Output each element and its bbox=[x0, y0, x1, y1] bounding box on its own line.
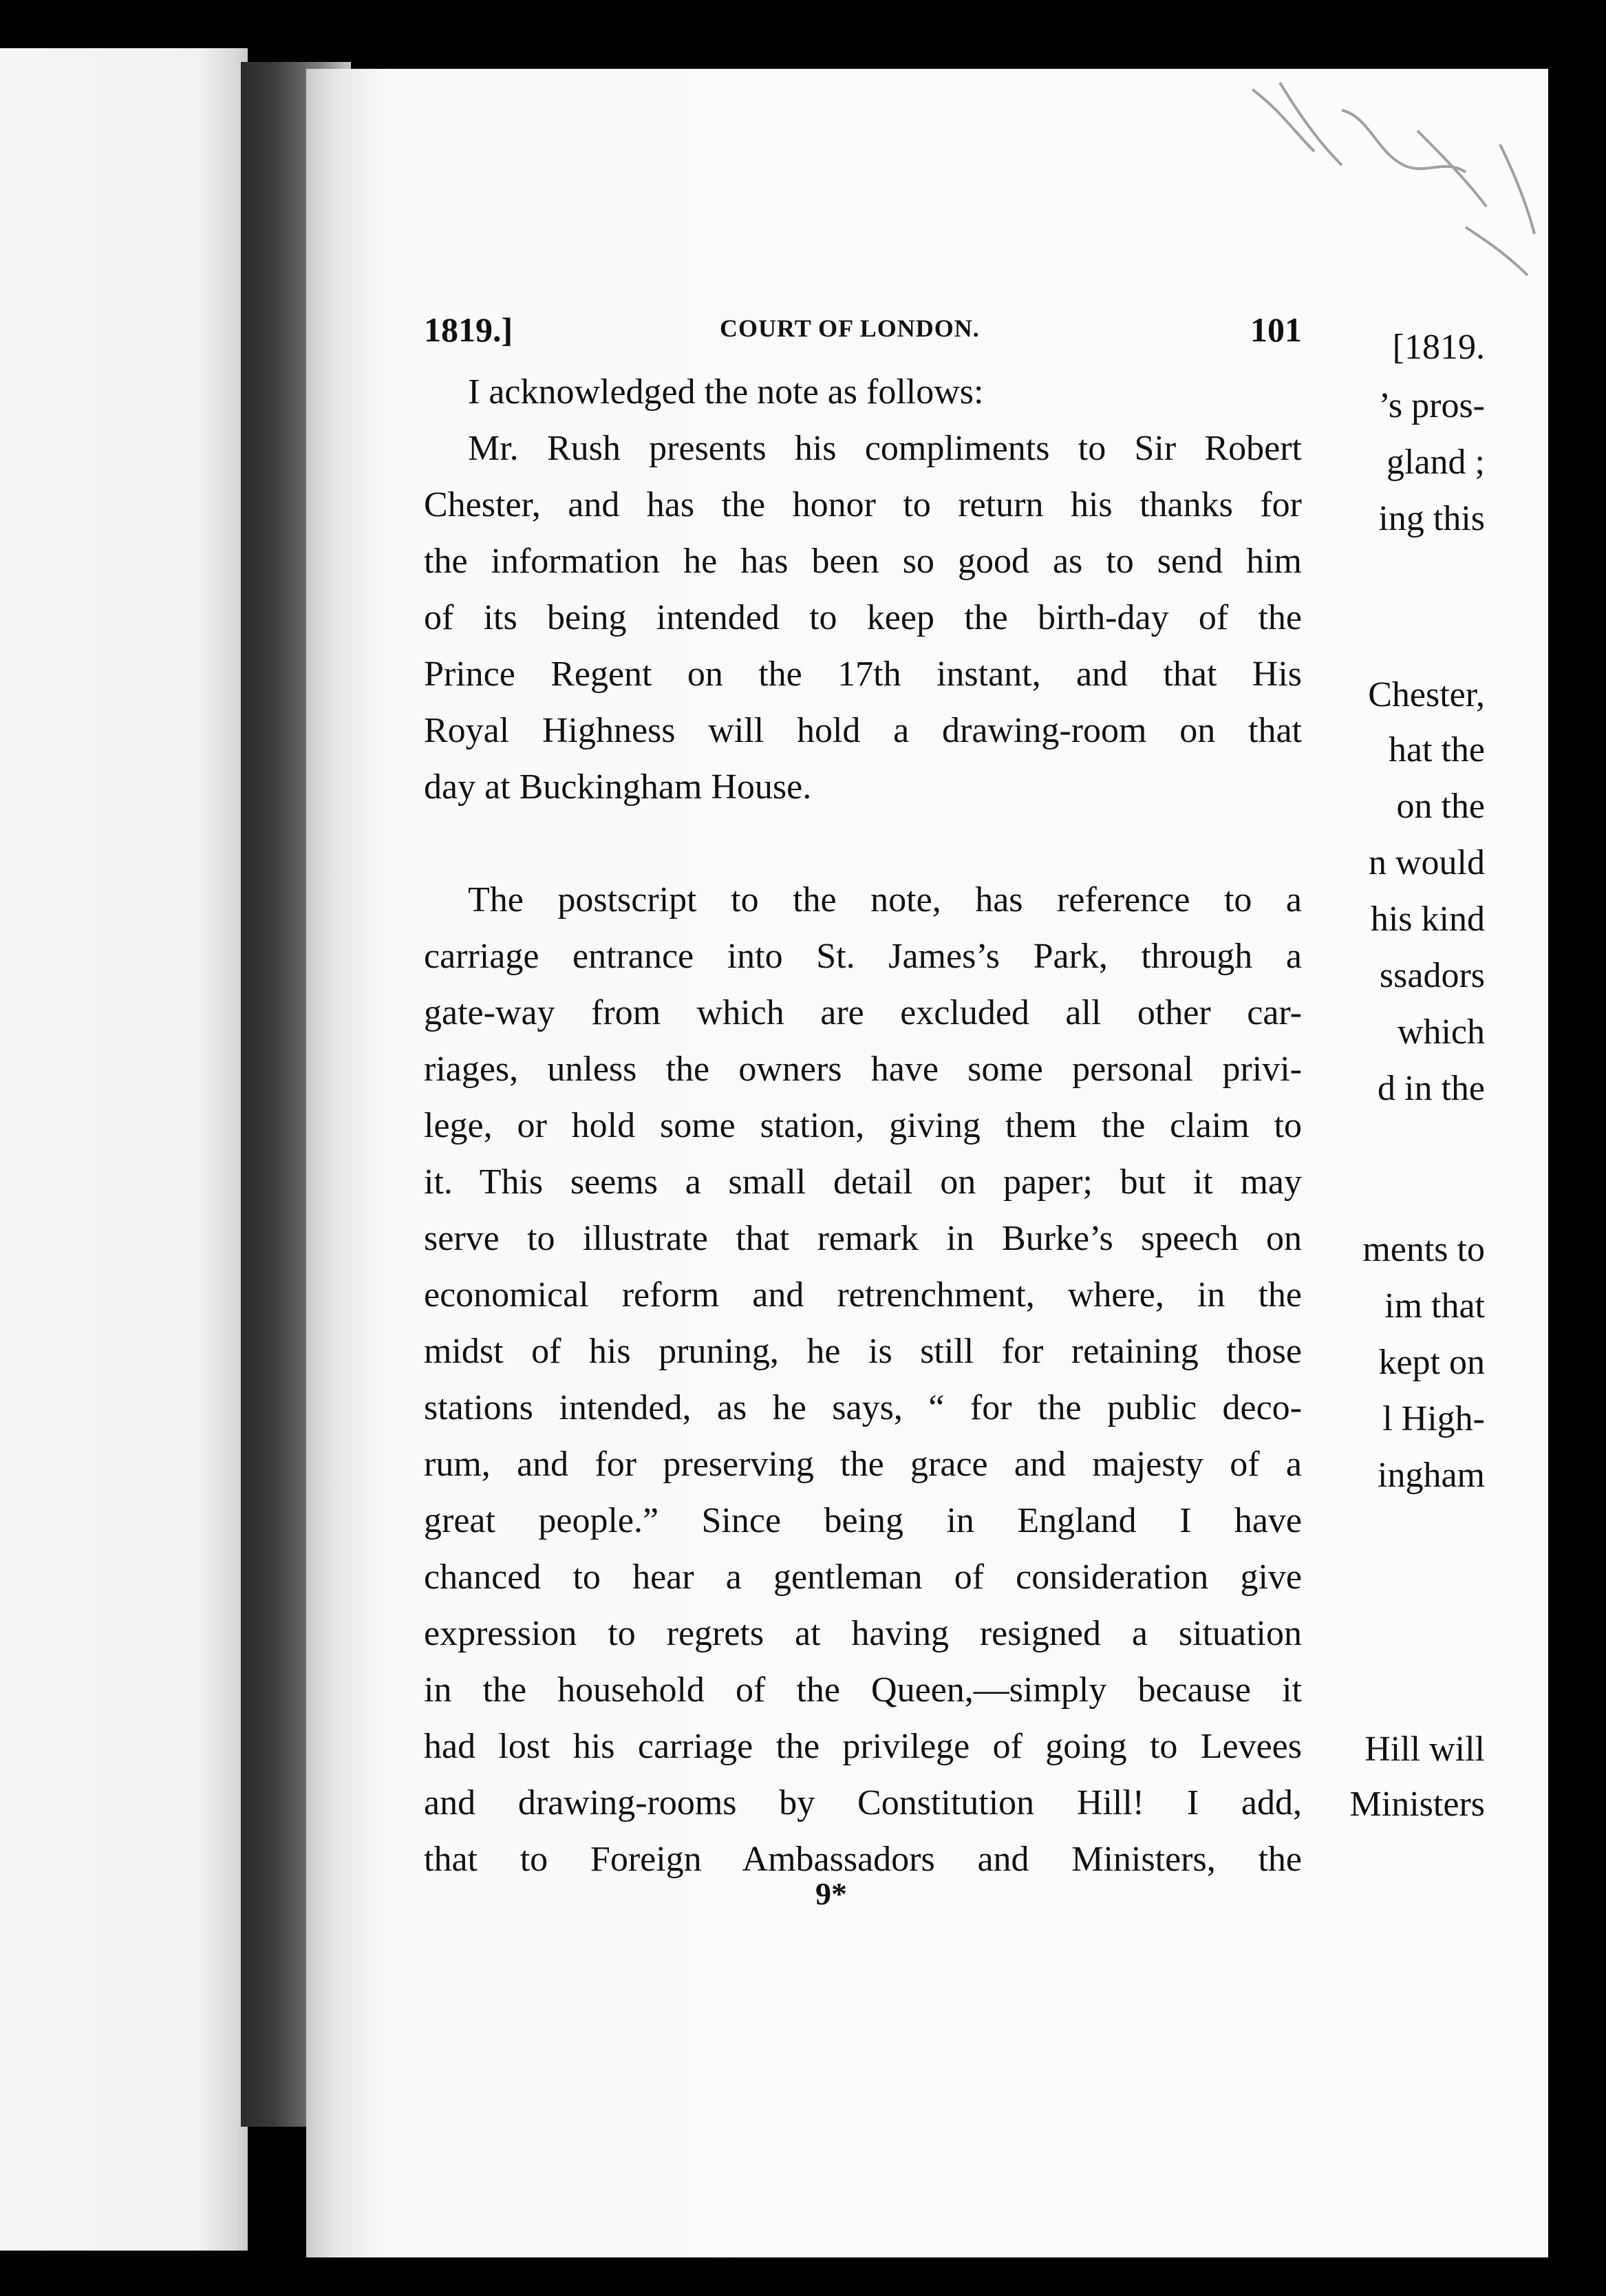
facing-line: Chester, bbox=[1368, 675, 1485, 714]
text-line: chanced to hear a gentleman of consideration give bbox=[424, 1558, 1302, 1597]
facing-line: ’s pros- bbox=[1378, 386, 1485, 425]
text-line: that to Foreign Ambassadors and Ministers, the bbox=[424, 1840, 1302, 1879]
facing-line: hat the bbox=[1388, 730, 1485, 769]
facing-line: Ministers bbox=[1349, 1785, 1485, 1824]
text-line: and drawing-rooms by Constitution Hill! I add, bbox=[424, 1783, 1302, 1822]
text-line: great people.” Since being in England I have bbox=[424, 1501, 1302, 1540]
facing-line: his kind bbox=[1370, 900, 1485, 939]
text-line: rum, and for preserving the grace and majesty of a bbox=[424, 1445, 1302, 1484]
text-line: Royal Highness will hold a drawing-room on that bbox=[424, 711, 1302, 750]
running-head-year: 1819.] bbox=[424, 310, 513, 349]
facing-line: which bbox=[1397, 1012, 1485, 1052]
running-head-title: COURT OF LONDON. bbox=[720, 315, 980, 342]
facing-line: l High- bbox=[1382, 1399, 1485, 1438]
text-line: in the household of the Queen,—simply because it bbox=[424, 1670, 1302, 1710]
facing-line: ssadors bbox=[1379, 956, 1485, 995]
facing-line: n would bbox=[1369, 843, 1485, 882]
text-line: the information he has been so good as to send him bbox=[424, 542, 1302, 581]
running-head bbox=[424, 310, 1302, 358]
facing-line: d in the bbox=[1378, 1069, 1485, 1108]
signature-mark: 9* bbox=[815, 1876, 847, 1911]
text-line: economical reform and retrenchment, where, in the bbox=[424, 1275, 1302, 1315]
text-line: serve to illustrate that remark in Burke’s speech on bbox=[424, 1219, 1302, 1258]
facing-line: ingham bbox=[1378, 1456, 1485, 1495]
facing-line: gland ; bbox=[1386, 443, 1485, 482]
text-line: expression to regrets at having resigned a situation bbox=[424, 1614, 1302, 1653]
facing-line: kept on bbox=[1378, 1343, 1485, 1382]
facing-line: [1819. bbox=[1392, 328, 1485, 367]
facing-line: Hill will bbox=[1364, 1730, 1485, 1769]
text-line: midst of his pruning, he is still for retaining those bbox=[424, 1332, 1302, 1371]
text-line: lege, or hold some station, giving them the claim to bbox=[424, 1106, 1302, 1145]
text-line: day at Buckingham House. bbox=[424, 767, 812, 807]
text-line: Prince Regent on the 17th instant, and that His bbox=[424, 655, 1302, 694]
text-line: of its being intended to keep the birth-day of the bbox=[424, 598, 1302, 637]
facing-line: on the bbox=[1396, 787, 1485, 826]
text-line: I acknowledged the note as follows: bbox=[468, 372, 984, 412]
facing-page-left bbox=[0, 48, 248, 2251]
text-line: stations intended, as he says, “ for the public deco- bbox=[424, 1388, 1302, 1427]
text-line: carriage entrance into St. James’s Park, through a bbox=[424, 937, 1302, 976]
text-line: Chester, and has the honor to return his thanks for bbox=[424, 485, 1302, 524]
text-line: Mr. Rush presents his compliments to Sir Robert bbox=[468, 429, 1302, 468]
handwritten-marginal-note bbox=[1239, 69, 1555, 296]
facing-line: ments to bbox=[1362, 1230, 1485, 1269]
text-line: had lost his carriage the privilege of going to Levees bbox=[424, 1727, 1302, 1766]
text-line: gate-way from which are excluded all other car- bbox=[424, 993, 1302, 1032]
text-line: it. This seems a small detail on paper; but it may bbox=[424, 1162, 1302, 1202]
text-line: The postscript to the note, has reference to a bbox=[468, 880, 1302, 920]
facing-line: im that bbox=[1384, 1286, 1485, 1326]
text-line: riages, unless the owners have some personal privi- bbox=[424, 1050, 1302, 1089]
facing-line: ing this bbox=[1378, 499, 1485, 538]
page-number: 101 bbox=[1250, 310, 1302, 349]
